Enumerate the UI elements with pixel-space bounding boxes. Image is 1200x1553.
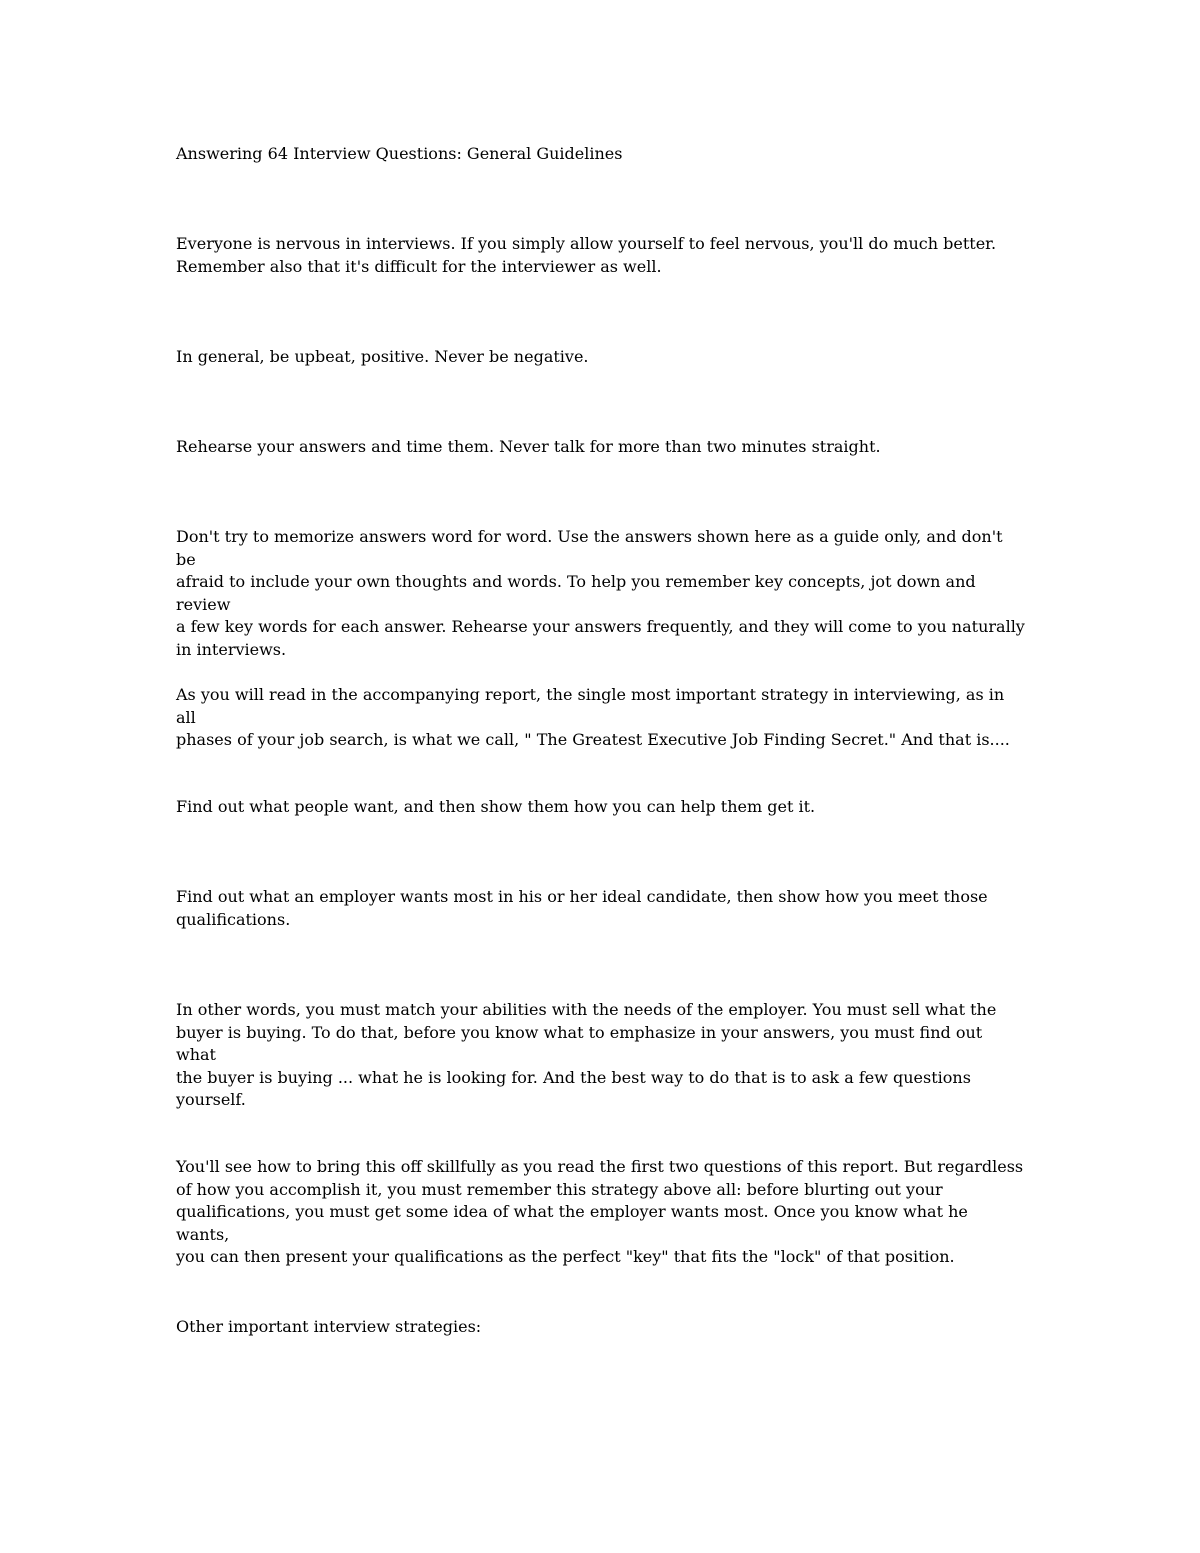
paragraph-key-lock: You'll see how to bring this off skillfully as you read the first two questions of this report. But regardless of how you accomplish it, you must remember this strategy above all: before blurting out your qualifications, you must get some idea of what the employer wants most. Once you know what he wants, you can then present your qualifications as the perfect "key" that fits the "lock" of that position. xyxy=(176,1157,1024,1266)
paragraph-strategy: As you will read in the accompanying report, the single most important strategy in interviewing, as in all phases of your job search, is what we call, " The Greatest Executive Job Finding Secret." And that is.... xyxy=(176,685,1010,749)
paragraph-rehearse: Rehearse your answers and time them. Never talk for more than two minutes straight. xyxy=(176,437,881,456)
paragraph-nervous: Everyone is nervous in interviews. If you simply allow yourself to feel nervous, you'll do much better. Remember also that it's difficult for the interviewer as well. xyxy=(176,234,997,276)
paragraph-match-abilities: In other words, you must match your abilities with the needs of the employer. You must sell what the buyer is buying. To do that, before you know what to emphasize in your answers, you must find out what the buyer is buying ... what he is looking for. And the best way to do that is to ask a few questions yourself. xyxy=(176,1000,997,1109)
paragraph-find-out-employer: Find out what an employer wants most in his or her ideal candidate, then show how you meet those qualifications. xyxy=(176,887,988,929)
document-title: Answering 64 Interview Questions: General Guidelines xyxy=(176,144,623,163)
paragraph-other-strategies: Other important interview strategies: xyxy=(176,1317,482,1336)
paragraph-upbeat: In general, be upbeat, positive. Never be negative. xyxy=(176,347,589,366)
paragraph-memorize: Don't try to memorize answers word for word. Use the answers shown here as a guide only, and don't be afraid to include your own thoughts and words. To help you remember key concepts, jot down and review a few key words for each answer. Rehearse your answers frequently, and they will come to you naturally in interviews. xyxy=(176,527,1025,659)
paragraph-find-out-people: Find out what people want, and then show them how you can help them get it. xyxy=(176,797,816,816)
